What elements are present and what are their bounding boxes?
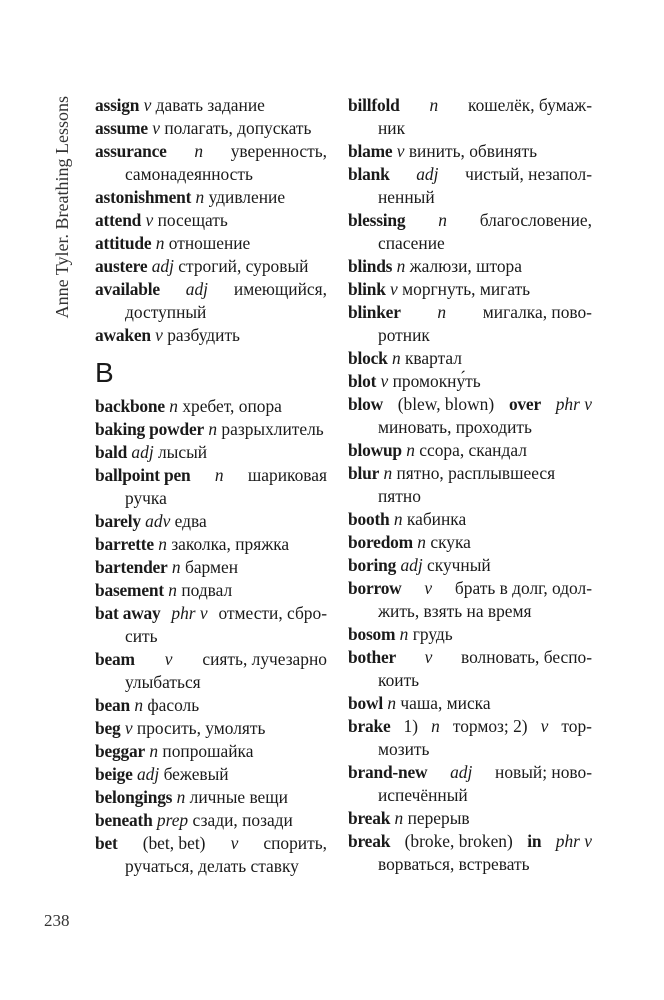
part-of-speech: v <box>392 141 405 161</box>
headword: booth <box>348 509 390 529</box>
part-of-speech: v <box>376 371 389 391</box>
entries-b-continued <box>348 94 592 876</box>
entry-continuation <box>348 324 592 347</box>
translation: тормоз; 2) <box>452 716 528 736</box>
part-of-speech: n <box>389 509 403 529</box>
headword: in <box>527 831 542 851</box>
entry-continuation <box>95 301 327 324</box>
translation: чаша, миска <box>396 693 491 713</box>
part-of-speech: prep <box>152 810 189 830</box>
translation: миновать, проходить <box>378 417 532 437</box>
dictionary-entry <box>95 395 327 418</box>
headword: astonishment <box>95 187 192 207</box>
headword: billfold <box>348 95 400 115</box>
dictionary-entry <box>348 255 592 278</box>
headword: backbone <box>95 396 165 416</box>
dictionary-entry <box>95 278 327 324</box>
translation: удивление <box>204 187 286 207</box>
headword: bosom <box>348 624 396 644</box>
entry-line <box>348 761 592 784</box>
translation: просить, умолять <box>132 718 266 738</box>
entry-line <box>95 579 327 602</box>
entry-line <box>348 278 592 301</box>
translation: кошелёк, бумаж- <box>468 95 592 115</box>
entry-line <box>348 393 592 416</box>
section-letter: B <box>95 357 114 388</box>
headword: barely <box>95 511 141 531</box>
translation: промокну́ть <box>388 371 481 391</box>
dictionary-entry <box>95 441 327 464</box>
translation: шариковая <box>247 465 327 485</box>
translation: бежевый <box>159 764 229 784</box>
entry-continuation <box>348 853 592 876</box>
part-of-speech: n <box>392 256 406 276</box>
entry-line <box>95 278 327 301</box>
entry-line <box>348 623 592 646</box>
part-of-speech: adv <box>140 511 171 531</box>
entry-line <box>348 531 592 554</box>
entry-continuation <box>348 117 592 140</box>
headword: beige <box>95 764 133 784</box>
headword: blinker <box>348 302 401 322</box>
dictionary-entry <box>95 556 327 579</box>
headword: basement <box>95 580 164 600</box>
entry-line <box>95 832 327 855</box>
dictionary-entry <box>95 510 327 533</box>
headword: boredom <box>348 532 413 552</box>
part-of-speech: v <box>424 647 433 667</box>
entry-line <box>95 186 327 209</box>
dictionary-entry <box>348 577 592 623</box>
entry-line <box>95 717 327 740</box>
translation: разбудить <box>162 325 240 345</box>
part-of-speech: adj <box>450 762 473 782</box>
headword: beg <box>95 718 121 738</box>
translation: уверенность, <box>230 141 327 161</box>
part-of-speech: v <box>540 716 549 736</box>
dictionary-entry <box>348 439 592 462</box>
part-of-speech: adj <box>185 279 208 299</box>
part-of-speech: v <box>150 325 163 345</box>
entry-continuation <box>348 784 592 807</box>
translation: сзади, позади <box>188 810 293 830</box>
dictionary-entry <box>95 418 327 441</box>
headword: brake <box>348 716 391 736</box>
entry-line <box>95 209 327 232</box>
entry-line <box>95 510 327 533</box>
dictionary-entry <box>95 94 327 117</box>
part-of-speech: v <box>424 578 433 598</box>
part-of-speech: v <box>230 833 239 853</box>
entry-line <box>348 807 592 830</box>
part-of-speech: adj <box>396 555 423 575</box>
entry-line <box>348 577 592 600</box>
part-of-speech: v <box>139 95 152 115</box>
dictionary-entry <box>348 508 592 531</box>
headword: bat away <box>95 603 161 623</box>
translation: улыбаться <box>125 672 201 692</box>
entry-line <box>95 441 327 464</box>
entry-continuation <box>348 600 592 623</box>
dictionary-entry <box>95 786 327 809</box>
headword: boring <box>348 555 397 575</box>
translation: посещать <box>153 210 228 230</box>
headword: assurance <box>95 141 167 161</box>
headword: beam <box>95 649 135 669</box>
dictionary-entry <box>95 740 327 763</box>
translation: спасение <box>378 233 445 253</box>
translation: жалюзи, штора <box>405 256 522 276</box>
translation: заколка, пряжка <box>166 534 290 554</box>
dictionary-entry <box>95 186 327 209</box>
dictionary-entry <box>348 370 592 393</box>
part-of-speech: n <box>438 210 447 230</box>
translation: доступный <box>125 302 207 322</box>
headword: blow <box>348 394 383 414</box>
part-of-speech: n <box>153 534 167 554</box>
headword: borrow <box>348 578 402 598</box>
entry-line <box>348 554 592 577</box>
translation: кабинка <box>402 509 467 529</box>
entry-continuation <box>348 485 592 508</box>
headword: awaken <box>95 325 151 345</box>
translation: скучный <box>422 555 491 575</box>
translation: сить <box>125 626 158 646</box>
dictionary-entry <box>95 809 327 832</box>
part-of-speech: phr v <box>171 603 208 623</box>
headword: block <box>348 348 388 368</box>
headword: assign <box>95 95 140 115</box>
entry-line <box>95 324 327 347</box>
dictionary-entry <box>348 94 592 140</box>
translation: отмести, сбро- <box>218 603 327 623</box>
headword: blowup <box>348 440 402 460</box>
translation: благословение, <box>479 210 592 230</box>
entry-line <box>95 117 327 140</box>
dictionary-entry <box>95 579 327 602</box>
part-of-speech: adj <box>132 764 160 784</box>
headword: blank <box>348 164 390 184</box>
translation: (blew, blown) <box>397 394 495 414</box>
headword: bet <box>95 833 118 853</box>
translation: отношение <box>164 233 251 253</box>
dictionary-entry <box>348 692 592 715</box>
entry-continuation <box>348 738 592 761</box>
dictionary-entry <box>95 717 327 740</box>
entry-line <box>95 140 327 163</box>
translation: пятно, расплывшееся <box>392 463 556 483</box>
headword: attend <box>95 210 142 230</box>
dictionary-entry <box>348 807 592 830</box>
dictionary-entry <box>348 163 592 209</box>
entry-line <box>348 462 592 485</box>
dictionary-entry <box>348 830 592 876</box>
headword: blame <box>348 141 393 161</box>
dictionary-entry <box>348 715 592 761</box>
dictionary-entry <box>348 646 592 692</box>
entry-line <box>348 163 592 186</box>
dictionary-entry <box>95 602 327 648</box>
translation: сиять, лучезарно <box>202 649 327 669</box>
entries-b <box>95 395 327 878</box>
translation: личные вещи <box>185 787 288 807</box>
entry-continuation <box>95 163 327 186</box>
entry-line <box>95 533 327 556</box>
translation: самонадеянность <box>125 164 253 184</box>
entry-line <box>348 209 592 232</box>
part-of-speech: n <box>437 302 447 322</box>
headword: blink <box>348 279 386 299</box>
translation: скука <box>426 532 471 552</box>
part-of-speech: v <box>120 718 133 738</box>
part-of-speech: adj <box>147 256 174 276</box>
translation: едва <box>170 511 207 531</box>
translation: новый; ново- <box>495 762 592 782</box>
part-of-speech: n <box>163 580 177 600</box>
translation: бармен <box>180 557 239 577</box>
right-column <box>348 94 592 876</box>
translation: перерыв <box>403 808 470 828</box>
translation: полагать, допускать <box>160 118 312 138</box>
headword: blinds <box>348 256 393 276</box>
part-of-speech: phr v <box>555 831 592 851</box>
dictionary-entry <box>95 648 327 694</box>
headword: bartender <box>95 557 168 577</box>
headword: austere <box>95 256 148 276</box>
dictionary-entry <box>348 278 592 301</box>
dictionary-entry <box>348 554 592 577</box>
translation: мигалка, пово- <box>482 302 592 322</box>
translation: хребет, опора <box>177 396 282 416</box>
part-of-speech: v <box>141 210 154 230</box>
headword: bean <box>95 695 130 715</box>
entry-line <box>95 602 327 625</box>
headword: bother <box>348 647 397 667</box>
dictionary-entry <box>348 347 592 370</box>
entry-line <box>95 255 327 278</box>
part-of-speech: n <box>412 532 426 552</box>
headword: blur <box>348 463 380 483</box>
entry-line <box>348 370 592 393</box>
headword: barrette <box>95 534 154 554</box>
translation: фасоль <box>143 695 200 715</box>
translation: жить, взять на время <box>378 601 532 621</box>
entry-line <box>348 508 592 531</box>
entry-line <box>95 395 327 418</box>
headword: attitude <box>95 233 152 253</box>
entry-continuation <box>348 186 592 209</box>
running-title: Anne Tyler. Breathing Lessons <box>52 96 72 319</box>
entry-line <box>95 556 327 579</box>
entry-line <box>348 830 592 853</box>
dictionary-entry <box>348 140 592 163</box>
entry-line <box>95 763 327 786</box>
left-column <box>95 94 327 878</box>
translation: попрошайка <box>158 741 254 761</box>
part-of-speech: n <box>429 95 439 115</box>
entry-line <box>95 418 327 441</box>
entry-line <box>348 439 592 462</box>
entry-continuation <box>348 669 592 692</box>
dictionary-entry <box>348 761 592 807</box>
translation: давать задание <box>151 95 265 115</box>
entry-line <box>95 232 327 255</box>
dictionary-entry <box>348 301 592 347</box>
part-of-speech: n <box>129 695 144 715</box>
headword: ballpoint pen <box>95 465 191 485</box>
part-of-speech: adj <box>416 164 439 184</box>
dictionary-entry <box>95 763 327 786</box>
translation: коить <box>378 670 420 690</box>
part-of-speech: n <box>167 557 181 577</box>
translation: квартал <box>400 348 462 368</box>
dictionary-entry <box>348 462 592 508</box>
part-of-speech: n <box>390 808 404 828</box>
entry-continuation <box>95 487 327 510</box>
dictionary-entry <box>95 324 327 347</box>
translation: лысый <box>153 442 208 462</box>
headword: beneath <box>95 810 153 830</box>
entry-line <box>348 347 592 370</box>
entries-a <box>95 94 327 347</box>
entry-line <box>348 715 592 738</box>
headword: over <box>508 394 541 414</box>
part-of-speech: v <box>164 649 173 669</box>
headword: available <box>95 279 160 299</box>
entry-line <box>95 740 327 763</box>
part-of-speech: n <box>164 396 178 416</box>
translation: 1) <box>403 716 419 736</box>
headword: bald <box>95 442 128 462</box>
part-of-speech: n <box>172 787 186 807</box>
translation: ник <box>378 118 406 138</box>
translation: винить, обвинять <box>404 141 538 161</box>
dictionary-entry <box>95 832 327 878</box>
dictionary-entry <box>95 117 327 140</box>
headword: bowl <box>348 693 383 713</box>
translation: (broke, broken) <box>404 831 513 851</box>
part-of-speech: n <box>204 419 218 439</box>
headword: break <box>348 831 391 851</box>
translation: ненный <box>378 187 435 207</box>
dictionary-entry <box>95 533 327 556</box>
translation: подвал <box>176 580 233 600</box>
headword: baking powder <box>95 419 205 439</box>
translation: ротник <box>378 325 430 345</box>
translation: ссора, скандал <box>414 440 527 460</box>
entry-continuation <box>95 855 327 878</box>
translation: (bet, bet) <box>142 833 206 853</box>
headword: blessing <box>348 210 406 230</box>
translation: спорить, <box>263 833 327 853</box>
entry-line <box>95 648 327 671</box>
part-of-speech: n <box>194 141 204 161</box>
part-of-speech: n <box>191 187 205 207</box>
entry-line <box>348 301 592 324</box>
entry-line <box>348 646 592 669</box>
headword: belongings <box>95 787 173 807</box>
translation: строгий, суровый <box>173 256 309 276</box>
dictionary-entry <box>95 464 327 510</box>
part-of-speech: n <box>214 465 224 485</box>
entry-line <box>95 786 327 809</box>
translation: грудь <box>408 624 453 644</box>
entry-continuation <box>95 671 327 694</box>
part-of-speech: n <box>382 693 397 713</box>
entry-line <box>95 94 327 117</box>
entry-continuation <box>348 232 592 255</box>
dictionary-entry <box>348 393 592 439</box>
entry-continuation <box>348 416 592 439</box>
dictionary-entry <box>348 531 592 554</box>
part-of-speech: phr v <box>555 394 592 414</box>
entry-continuation <box>95 625 327 648</box>
part-of-speech: n <box>145 741 159 761</box>
translation: волновать, беспо- <box>461 647 592 667</box>
headword: beggar <box>95 741 145 761</box>
translation: имеющийся, <box>233 279 327 299</box>
translation: ручаться, делать ставку <box>125 856 299 876</box>
translation: брать в долг, одол- <box>454 578 592 598</box>
page-number: 238 <box>44 911 70 930</box>
entry-line <box>95 809 327 832</box>
part-of-speech: n <box>401 440 415 460</box>
translation: пятно <box>378 486 421 506</box>
part-of-speech: n <box>387 348 401 368</box>
dictionary-entry <box>95 232 327 255</box>
entry-line <box>95 694 327 717</box>
translation: моргнуть, мигать <box>397 279 531 299</box>
part-of-speech: n <box>379 463 393 483</box>
translation: ворваться, встревать <box>378 854 530 874</box>
headword: blot <box>348 371 377 391</box>
translation: разрыхлитель <box>217 419 324 439</box>
entry-line <box>348 94 592 117</box>
dictionary-entry <box>348 623 592 646</box>
headword: brand-new <box>348 762 428 782</box>
headword: assume <box>95 118 148 138</box>
entry-line <box>348 692 592 715</box>
dictionary-entry <box>348 209 592 255</box>
part-of-speech: n <box>431 716 440 736</box>
translation: чистый, незапол- <box>465 164 592 184</box>
translation: ручка <box>125 488 167 508</box>
part-of-speech: n <box>151 233 165 253</box>
dictionary-entry <box>95 694 327 717</box>
part-of-speech: adj <box>127 442 154 462</box>
entry-line <box>95 464 327 487</box>
headword: break <box>348 808 391 828</box>
entry-line <box>348 255 592 278</box>
part-of-speech: n <box>395 624 409 644</box>
part-of-speech: v <box>385 279 398 299</box>
translation: испечённый <box>378 785 468 805</box>
dictionary-entry <box>95 255 327 278</box>
translation: мозить <box>378 739 430 759</box>
part-of-speech: v <box>147 118 160 138</box>
translation: тор- <box>561 716 592 736</box>
dictionary-entry <box>95 209 327 232</box>
entry-line <box>348 140 592 163</box>
dictionary-entry <box>95 140 327 186</box>
